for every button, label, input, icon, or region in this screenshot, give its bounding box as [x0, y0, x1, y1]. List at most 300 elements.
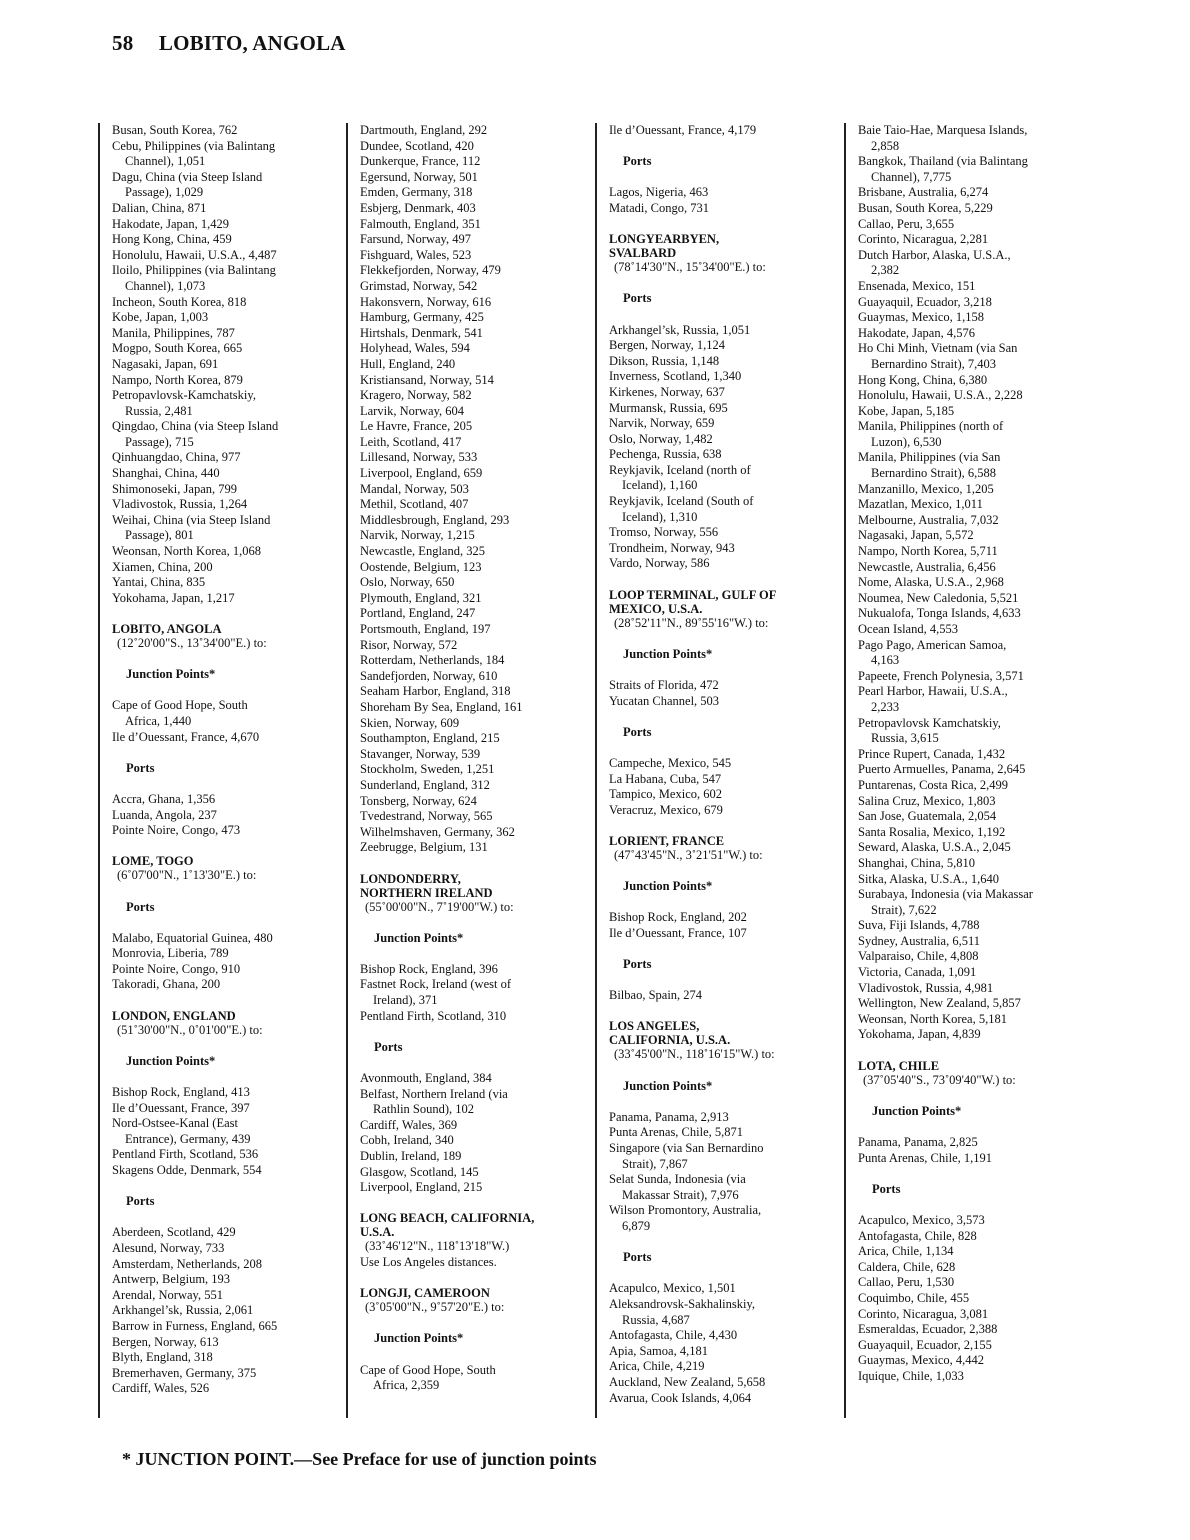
distance-entry: Mandal, Norway, 503	[360, 481, 469, 496]
distance-entry: Hakonsvern, Norway, 616	[360, 294, 492, 309]
spacer	[609, 709, 837, 725]
distance-entry: Alesund, Norway, 733	[112, 1240, 225, 1255]
distance-entry: Wilhelmshaven, Germany, 362	[360, 824, 515, 839]
spacer	[112, 993, 340, 1009]
distance-entry: Liverpool, England, 659	[360, 466, 483, 481]
distance-entry: Iloilo, Philippines (via Balintang	[112, 263, 276, 278]
section-label: Ports	[623, 1250, 652, 1265]
section-label: Ports	[623, 957, 652, 972]
distance-entry: Pointe Noire, Congo, 910	[112, 961, 241, 976]
distance-entry: Wilson Promontory, Australia,	[609, 1203, 762, 1218]
distance-entry: Pentland Firth, Scotland, 536	[112, 1147, 259, 1162]
distance-entry-continued: Ireland), 371	[373, 993, 438, 1008]
distance-entry: Shanghai, China, 440	[112, 466, 220, 481]
distance-entry-continued: Makassar Strait), 7,976	[622, 1187, 739, 1202]
distance-entry: Lillesand, Norway, 533	[360, 450, 478, 465]
distance-entry: Campeche, Mexico, 545	[609, 755, 732, 770]
distance-entry: Middlesbrough, England, 293	[360, 512, 510, 527]
port-note: Use Los Angeles distances.	[360, 1254, 497, 1269]
distance-entry: Veracruz, Mexico, 679	[609, 802, 723, 817]
port-heading: LONG BEACH, CALIFORNIA,	[360, 1211, 535, 1226]
port-coordinates: (33˚46'12"N., 118˚13'18"W.)	[365, 1239, 510, 1254]
distance-entry: Cebu, Philippines (via Balintang	[112, 138, 276, 153]
distance-entry: Surabaya, Indonesia (via Makassar	[858, 887, 1033, 902]
distance-entry: Oostende, Belgium, 123	[360, 559, 482, 574]
distance-entry: Puntarenas, Costa Rica, 2,499	[858, 777, 1008, 792]
distance-entry: Apia, Samoa, 4,181	[609, 1343, 708, 1358]
distance-entry: Santa Rosalia, Mexico, 1,192	[858, 824, 1006, 839]
port-heading: NORTHERN IRELAND	[360, 885, 493, 900]
distance-entry: Hakodate, Japan, 4,576	[858, 325, 975, 340]
distance-entry: Petropavlovsk Kamchatskiy,	[858, 715, 1001, 730]
distance-entry: Mogpo, South Korea, 665	[112, 341, 243, 356]
distance-entry-continued: Channel), 7,775	[871, 169, 952, 184]
distance-entry: Ile d’Ouessant, France, 4,179	[609, 123, 757, 137]
distance-entry: Hong Kong, China, 6,380	[858, 372, 988, 387]
distance-entry: Plymouth, England, 321	[360, 590, 482, 605]
distance-entry: Leith, Scotland, 417	[360, 434, 462, 449]
distance-entry: Hong Kong, China, 459	[112, 232, 232, 247]
distance-entry-continued: Russia, 2,481	[125, 403, 193, 418]
port-coordinates: (33˚45'00"N., 118˚16'15"W.) to:	[614, 1047, 775, 1062]
distance-entry: Corinto, Nicaragua, 2,281	[858, 232, 989, 247]
distance-entry: Flekkefjorden, Norway, 479	[360, 263, 501, 278]
distance-entry: Sunderland, England, 312	[360, 777, 490, 792]
distance-entry: Oslo, Norway, 1,482	[609, 431, 713, 446]
distance-entry: Aberdeen, Scotland, 429	[112, 1225, 236, 1240]
section-label: Junction Points*	[623, 879, 713, 894]
distance-entry: Honolulu, Hawaii, U.S.A., 4,487	[112, 247, 277, 262]
distance-entry: Dundee, Scotland, 420	[360, 138, 474, 153]
distance-entry: Kobe, Japan, 5,185	[858, 403, 955, 418]
distance-entry: Cardiff, Wales, 526	[112, 1381, 210, 1396]
distance-entry: Antofagasta, Chile, 828	[858, 1228, 977, 1243]
distance-entry: Auckland, New Zealand, 5,658	[609, 1374, 766, 1389]
spacer	[609, 1235, 837, 1251]
distance-entry: Trondheim, Norway, 943	[609, 540, 735, 555]
distance-entry-continued: 4,163	[871, 653, 900, 668]
distance-entry: Petropavlovsk-Kamchatskiy,	[112, 388, 256, 403]
page-title: LOBITO, ANGOLA	[158, 31, 346, 55]
distance-entry-continued: Russia, 3,615	[871, 731, 939, 746]
distance-entry: Newcastle, Australia, 6,456	[858, 559, 996, 574]
distance-entry-continued: Channel), 1,051	[125, 154, 206, 169]
distance-entry: Reykjavik, Iceland (South of	[609, 494, 754, 509]
port-heading: LOOP TERMINAL, GULF OF	[609, 587, 777, 602]
distance-entry: Arkhangel’sk, Russia, 1,051	[609, 322, 751, 337]
distance-entry: Bergen, Norway, 613	[112, 1334, 219, 1349]
distance-entry: Stavanger, Norway, 539	[360, 746, 481, 761]
spacer	[858, 1043, 1086, 1059]
distance-entry: Pago Pago, American Samoa,	[858, 637, 1007, 652]
distance-entry-continued: Africa, 2,359	[373, 1378, 440, 1393]
section-label: Ports	[623, 154, 652, 169]
distance-entry: Arica, Chile, 4,219	[609, 1359, 705, 1374]
distance-entry: Pointe Noire, Congo, 473	[112, 823, 241, 838]
distance-entry: Selat Sunda, Indonesia (via	[609, 1172, 746, 1187]
distance-entry-continued: Africa, 1,440	[125, 713, 192, 728]
distance-entry-continued: Rathlin Sound), 102	[373, 1102, 475, 1117]
distance-entry: Qinhuangdao, China, 977	[112, 450, 241, 465]
column-4	[844, 123, 1086, 1418]
port-heading: LORIENT, FRANCE	[609, 833, 725, 848]
distance-entry: Valparaiso, Chile, 4,808	[858, 949, 979, 964]
distance-entry: Honolulu, Hawaii, U.S.A., 2,228	[858, 388, 1023, 403]
section-label: Junction Points*	[623, 1078, 713, 1093]
distance-entry: Wellington, New Zealand, 5,857	[858, 996, 1021, 1011]
spacer	[360, 915, 588, 931]
distance-entry-continued: Russia, 4,687	[622, 1312, 690, 1327]
distance-entry: Manila, Philippines, 787	[112, 325, 235, 340]
spacer	[609, 276, 837, 292]
distance-entry: Tonsberg, Norway, 624	[360, 793, 477, 808]
spacer	[609, 818, 837, 834]
spacer	[360, 1196, 588, 1212]
distance-entry: Hirtshals, Denmark, 541	[360, 325, 483, 340]
distance-entry: Yokohama, Japan, 1,217	[112, 590, 235, 605]
column-3	[595, 123, 837, 1418]
distance-entry: Fastnet Rock, Ireland (west of	[360, 977, 512, 992]
spacer	[112, 745, 340, 761]
distance-entry: Ile d’Ouessant, France, 397	[112, 1100, 250, 1115]
distance-entry: Nampo, North Korea, 5,711	[858, 544, 998, 559]
distance-entry: Vladivostok, Russia, 1,264	[112, 497, 248, 512]
port-heading: LONDONDERRY,	[360, 871, 461, 886]
section-label: Junction Points*	[374, 1331, 464, 1346]
distance-entry: Barrow in Furness, England, 665	[112, 1318, 278, 1333]
distance-entry: Victoria, Canada, 1,091	[858, 965, 977, 980]
distance-entry: Panama, Panama, 2,913	[609, 1109, 729, 1124]
port-coordinates: (78˚14'30"N., 15˚34'00"E.) to:	[614, 260, 766, 275]
distance-entry: Corinto, Nicaragua, 3,081	[858, 1306, 989, 1321]
port-heading: LONDON, ENGLAND	[112, 1008, 236, 1023]
port-coordinates: (6˚07'00"N., 1˚13'30"E.) to:	[117, 868, 257, 883]
distance-entry: Belfast, Northern Ireland (via	[360, 1086, 508, 1101]
distance-entry: Straits of Florida, 472	[609, 678, 719, 692]
distance-entry: Southampton, England, 215	[360, 731, 500, 746]
distance-entry: Noumea, New Caledonia, 5,521	[858, 590, 1019, 605]
distance-entry-continued: Iceland), 1,160	[622, 478, 698, 493]
spacer	[609, 631, 837, 647]
distance-entry: Kristiansand, Norway, 514	[360, 372, 494, 387]
page-header	[112, 31, 346, 56]
spacer	[609, 740, 837, 756]
distance-entry-continued: Bernardino Strait), 7,403	[871, 356, 996, 371]
spacer	[360, 1347, 588, 1363]
distance-entry-continued: 6,879	[622, 1219, 651, 1233]
distance-entry: Bergen, Norway, 1,124	[609, 338, 725, 353]
distance-entry: Falmouth, England, 351	[360, 216, 481, 231]
distance-entry: Lagos, Nigeria, 463	[609, 185, 709, 200]
distance-entry: Panama, Panama, 2,825	[858, 1135, 978, 1149]
distance-entry: Dunkerque, France, 112	[360, 154, 481, 169]
distance-entry: Liverpool, England, 215	[360, 1180, 483, 1195]
distance-entry: Tvedestrand, Norway, 565	[360, 809, 493, 824]
distance-entry: Pentland Firth, Scotland, 310	[360, 1008, 507, 1023]
spacer	[112, 1210, 340, 1226]
distance-entry: Busan, South Korea, 5,229	[858, 200, 993, 215]
distance-entry: La Habana, Cuba, 547	[609, 771, 722, 786]
spacer	[609, 572, 837, 588]
distance-entry: Kragero, Norway, 582	[360, 388, 472, 403]
section-label: Junction Points*	[126, 1053, 216, 1068]
spacer	[112, 839, 340, 855]
section-label: Ports	[623, 291, 652, 306]
distance-entry: Narvik, Norway, 659	[609, 416, 715, 431]
distance-entry: Narvik, Norway, 1,215	[360, 528, 475, 543]
distance-entry: Risor, Norway, 572	[360, 637, 458, 652]
section-label: Ports	[872, 1181, 901, 1196]
distance-entry-continued: 2,233	[871, 699, 900, 714]
spacer	[609, 1004, 837, 1020]
distance-entry: Luanda, Angola, 237	[112, 807, 217, 822]
distance-entry: Antwerp, Belgium, 193	[112, 1272, 231, 1287]
distance-entry: Punta Arenas, Chile, 5,871	[609, 1125, 744, 1140]
distance-entry: Punta Arenas, Chile, 1,191	[858, 1150, 993, 1165]
spacer	[609, 973, 837, 989]
distance-entry: Matadi, Congo, 731	[609, 200, 709, 215]
distance-entry: Manila, Philippines (north of	[858, 419, 1004, 434]
distance-entry-continued: 2,858	[871, 138, 900, 153]
distance-entry: Prince Rupert, Canada, 1,432	[858, 746, 1006, 761]
distance-entry: Sydney, Australia, 6,511	[858, 933, 980, 948]
distance-entry-continued: Strait), 7,867	[622, 1156, 688, 1171]
port-heading: LOS ANGELES,	[609, 1019, 700, 1034]
distance-entry: Emden, Germany, 318	[360, 185, 473, 200]
distance-entry: Kirkenes, Norway, 637	[609, 384, 725, 399]
distance-entry: Tromso, Norway, 556	[609, 525, 719, 540]
distance-entry: Acapulco, Mexico, 3,573	[858, 1212, 985, 1227]
distance-entry: Nord-Ostsee-Kanal (East	[112, 1116, 238, 1131]
distance-entry: Callao, Peru, 1,530	[858, 1275, 955, 1290]
junction-point-footnote: * JUNCTION POINT.—See Preface for use of junction points	[122, 1449, 597, 1469]
spacer	[609, 942, 837, 958]
distance-entry: Shimonoseki, Japan, 799	[112, 481, 237, 496]
distance-entry: Seward, Alaska, U.S.A., 2,045	[858, 840, 1011, 855]
distance-entry: Nampo, North Korea, 879	[112, 372, 243, 387]
distance-entry: Weonsan, North Korea, 1,068	[112, 544, 261, 559]
spacer	[360, 1271, 588, 1287]
distance-columns	[0, 123, 1190, 1418]
distance-entry: Bilbao, Spain, 274	[609, 988, 703, 1003]
distance-entry: Holyhead, Wales, 594	[360, 341, 470, 356]
spacer	[112, 1038, 340, 1054]
distance-entry: Guaymas, Mexico, 4,442	[858, 1353, 985, 1368]
spacer	[609, 1094, 837, 1110]
distance-entry: Glasgow, Scotland, 145	[360, 1164, 479, 1179]
spacer	[360, 1024, 588, 1040]
distance-entry: Rotterdam, Netherlands, 184	[360, 653, 505, 668]
port-coordinates: (51˚30'00"N., 0˚01'00"E.) to:	[117, 1022, 263, 1037]
port-heading: LOTA, CHILE	[858, 1058, 940, 1073]
distance-entry: Qingdao, China (via Steep Island	[112, 419, 279, 434]
spacer	[858, 1119, 1086, 1135]
column-2	[346, 123, 588, 1418]
distance-entry: Ensenada, Mexico, 151	[858, 278, 976, 293]
distance-entry: Reykjavik, Iceland (north of	[609, 462, 751, 477]
spacer	[360, 1055, 588, 1071]
distance-entry: Guayaquil, Ecuador, 3,218	[858, 294, 992, 309]
distance-entry: Sitka, Alaska, U.S.A., 1,640	[858, 871, 999, 886]
port-coordinates: (47˚43'45"N., 3˚21'51"W.) to:	[614, 847, 763, 862]
section-label: Ports	[623, 724, 652, 739]
distance-entry-continued: Passage), 1,029	[125, 185, 204, 200]
distance-entry: Vladivostok, Russia, 4,981	[858, 980, 994, 995]
distance-entry: Inverness, Scotland, 1,340	[609, 369, 742, 384]
distance-entry: Hull, England, 240	[360, 356, 456, 371]
spacer	[360, 1316, 588, 1332]
spacer	[112, 884, 340, 900]
section-label: Ports	[126, 760, 155, 775]
distance-entry: Amsterdam, Netherlands, 208	[112, 1256, 262, 1271]
distance-entry: Nagasaki, Japan, 5,572	[858, 528, 974, 543]
distance-entry: Mazatlan, Mexico, 1,011	[858, 497, 983, 512]
distance-entry: Weonsan, North Korea, 5,181	[858, 1011, 1007, 1026]
distance-entry: Pearl Harbor, Hawaii, U.S.A.,	[858, 684, 1008, 699]
distance-entry: Avarua, Cook Islands, 4,064	[609, 1390, 752, 1405]
distance-entry: Portland, England, 247	[360, 606, 476, 621]
distance-entry: Hakodate, Japan, 1,429	[112, 216, 229, 231]
distance-entry: Cape of Good Hope, South	[360, 1362, 496, 1377]
distance-entry-continued: Entrance), Germany, 439	[125, 1131, 251, 1146]
distance-entry: Monrovia, Liberia, 789	[112, 946, 229, 961]
spacer	[609, 307, 837, 323]
distance-entry: Guaymas, Mexico, 1,158	[858, 310, 985, 325]
distance-entry: Nagasaki, Japan, 691	[112, 356, 219, 371]
distance-entry: Guayaquil, Ecuador, 2,155	[858, 1337, 992, 1352]
distance-entry: Aleksandrovsk-Sakhalinskiy,	[609, 1296, 756, 1311]
section-label: Ports	[374, 1039, 403, 1054]
distance-entry: Salina Cruz, Mexico, 1,803	[858, 793, 996, 808]
distance-entry: Bishop Rock, England, 413	[112, 1085, 250, 1100]
distance-entry: Blyth, England, 318	[112, 1350, 213, 1365]
distance-entry: Baie Taio-Hae, Marquesa Islands,	[858, 123, 1028, 137]
distance-entry: Yokohama, Japan, 4,839	[858, 1027, 981, 1042]
distance-entry: Larvik, Norway, 604	[360, 403, 465, 418]
distance-entry: Bremerhaven, Germany, 375	[112, 1365, 257, 1380]
distance-entry: Melbourne, Australia, 7,032	[858, 512, 999, 527]
distance-entry: Dagu, China (via Steep Island	[112, 169, 263, 184]
spacer	[609, 864, 837, 880]
distance-entry: Pechenga, Russia, 638	[609, 447, 722, 462]
distance-entry: Le Havre, France, 205	[360, 419, 473, 434]
distance-entry: Skagens Odde, Denmark, 554	[112, 1163, 262, 1177]
distance-entry: Arendal, Norway, 551	[112, 1287, 223, 1302]
spacer	[112, 683, 340, 699]
distance-entry: Coquimbo, Chile, 455	[858, 1290, 970, 1305]
spacer	[609, 895, 837, 911]
distance-entry: Dartmouth, England, 292	[360, 123, 488, 137]
distance-entry-continued: Channel), 1,073	[125, 278, 206, 293]
spacer	[609, 662, 837, 678]
port-heading: U.S.A.	[360, 1225, 395, 1240]
distance-entry: Oslo, Norway, 650	[360, 575, 455, 590]
distance-entry: Manzanillo, Mexico, 1,205	[858, 481, 994, 496]
distance-entry: Bangkok, Thailand (via Balintang	[858, 154, 1028, 169]
distance-entry: Shoreham By Sea, England, 161	[360, 699, 523, 714]
page-number: 58	[112, 31, 134, 55]
distance-entry-continued: Iceland), 1,310	[622, 509, 698, 524]
spacer	[360, 856, 588, 872]
distance-entry: Manila, Philippines (via San	[858, 450, 1001, 465]
port-coordinates: (12˚20'00"S., 13˚34'00"E.) to:	[117, 636, 267, 650]
port-heading: LONGYEARBYEN,	[609, 232, 720, 247]
distance-entry: Bishop Rock, England, 202	[609, 910, 747, 925]
distance-entry: Methil, Scotland, 407	[360, 497, 469, 512]
distance-entry: Seaham Harbor, England, 318	[360, 684, 511, 699]
distance-entry: Puerto Armuelles, Panama, 2,645	[858, 762, 1026, 777]
distance-entry: Suva, Fiji Islands, 4,788	[858, 918, 980, 933]
distance-entry: Accra, Ghana, 1,356	[112, 791, 216, 806]
distance-entry: Murmansk, Russia, 695	[609, 400, 728, 415]
distance-entry-continued: Luzon), 6,530	[871, 434, 942, 449]
distance-entry: Newcastle, England, 325	[360, 544, 485, 559]
column-1	[98, 123, 340, 1418]
distance-entry: Arkhangel’sk, Russia, 2,061	[112, 1303, 254, 1318]
distance-entry: Portsmouth, England, 197	[360, 622, 491, 636]
distance-entry-continued: Passage), 715	[125, 434, 194, 449]
distance-entry: Singapore (via San Bernardino	[609, 1141, 764, 1156]
distance-entry: Farsund, Norway, 497	[360, 232, 471, 247]
distance-entry: Brisbane, Australia, 6,274	[858, 185, 989, 200]
distance-entry: Xiamen, China, 200	[112, 559, 213, 574]
distance-entry: Dublin, Ireland, 189	[360, 1149, 462, 1163]
distance-entry: Avonmouth, England, 384	[360, 1071, 492, 1086]
spacer	[609, 217, 837, 233]
distance-entry: Iquique, Chile, 1,033	[858, 1368, 964, 1383]
distance-entry: Cape of Good Hope, South	[112, 698, 248, 713]
port-heading: LOME, TOGO	[112, 854, 194, 869]
port-heading: LONGJI, CAMEROON	[360, 1286, 490, 1301]
distance-entry: Ocean Island, 4,553	[858, 622, 958, 636]
distance-entry: Nome, Alaska, U.S.A., 2,968	[858, 575, 1004, 590]
section-label: Ports	[126, 1194, 155, 1209]
port-heading: CALIFORNIA, U.S.A.	[609, 1033, 731, 1048]
port-heading: SVALBARD	[609, 246, 677, 261]
distance-entry: Egersund, Norway, 501	[360, 169, 478, 184]
distance-entry: Fishguard, Wales, 523	[360, 247, 472, 262]
distance-entry: Callao, Peru, 3,655	[858, 216, 955, 231]
distance-entry: Skien, Norway, 609	[360, 715, 460, 730]
distance-entry: Malabo, Equatorial Guinea, 480	[112, 930, 273, 945]
distance-entry: Acapulco, Mexico, 1,501	[609, 1281, 736, 1296]
distance-entry: Shanghai, China, 5,810	[858, 855, 976, 870]
distance-entry: Takoradi, Ghana, 200	[112, 977, 221, 992]
spacer	[112, 652, 340, 668]
spacer	[112, 1179, 340, 1195]
distance-entry: Tampico, Mexico, 602	[609, 787, 722, 802]
distance-entry: Ho Chi Minh, Vietnam (via San	[858, 341, 1018, 356]
distance-entry: Yantai, China, 835	[112, 575, 206, 590]
port-coordinates: (3˚05'00"N., 9˚57'20"E.) to:	[365, 1300, 505, 1315]
distance-entry: Zeebrugge, Belgium, 131	[360, 840, 488, 855]
distance-entry: Dutch Harbor, Alaska, U.S.A.,	[858, 247, 1011, 262]
spacer	[858, 1166, 1086, 1182]
spacer	[609, 1266, 837, 1282]
distance-entry: Esbjerg, Denmark, 403	[360, 200, 476, 215]
port-coordinates: (37˚05'40"S., 73˚09'40"W.) to:	[863, 1072, 1016, 1087]
spacer	[112, 915, 340, 931]
distance-entry: Dikson, Russia, 1,148	[609, 353, 720, 368]
distance-entry: Ile d’Ouessant, France, 107	[609, 925, 747, 940]
distance-entry: Arica, Chile, 1,134	[858, 1244, 954, 1259]
distance-entry: Yucatan Channel, 503	[609, 693, 720, 708]
spacer	[112, 606, 340, 622]
spacer	[609, 139, 837, 155]
port-heading: MEXICO, U.S.A.	[609, 601, 703, 616]
distance-entry: Caldera, Chile, 628	[858, 1259, 956, 1274]
distance-entry: Sandefjorden, Norway, 610	[360, 668, 498, 683]
